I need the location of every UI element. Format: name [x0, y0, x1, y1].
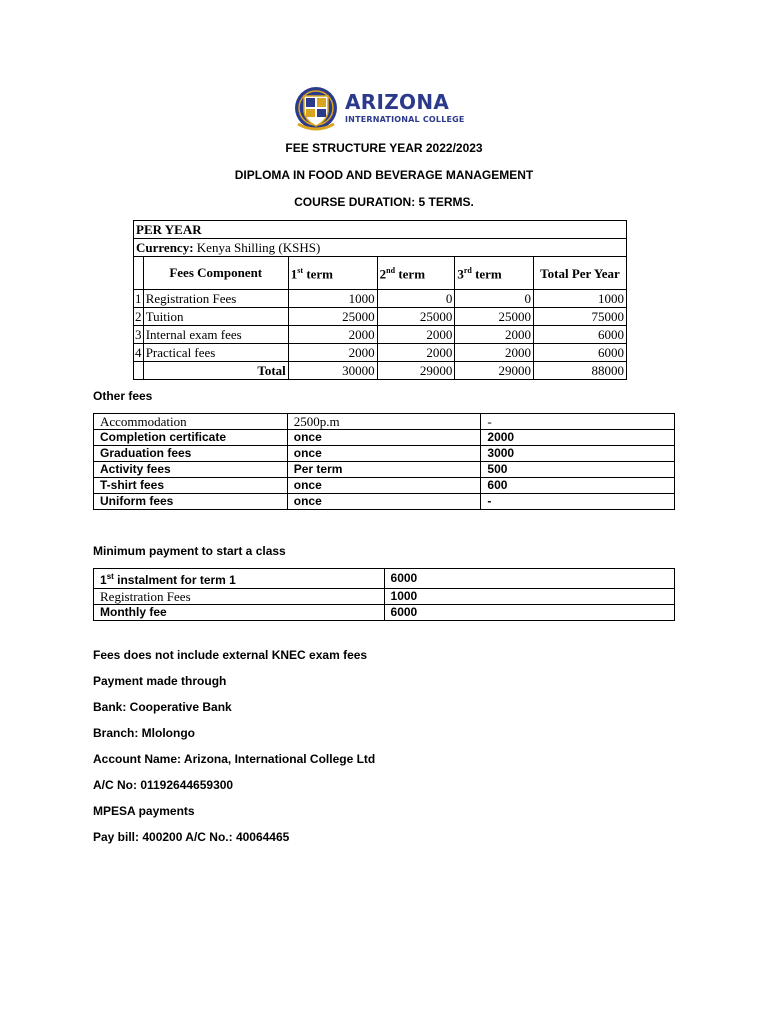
other-fees-title: Other fees — [93, 389, 153, 403]
table-row: Registration Fees 1000 — [94, 589, 675, 605]
total-label: Total — [143, 362, 288, 380]
table-row: 1st instalment for term 1 6000 — [94, 569, 675, 589]
account-name: Account Name: Arizona, International College Ltd — [93, 752, 376, 766]
minimum-payment-table — [93, 568, 675, 621]
currency-label: Currency: — [136, 239, 194, 255]
table-row: 1 Registration Fees 1000 0 0 1000 — [134, 290, 627, 308]
course-title: DIPLOMA IN FOOD AND BEVERAGE MANAGEMENT — [234, 168, 534, 182]
header-term2: 2nd term — [377, 257, 455, 290]
table-row: 3 Internal exam fees 2000 2000 2000 6000 — [134, 326, 627, 344]
total-row: Total 30000 29000 29000 88000 — [134, 362, 627, 380]
knec-note: Fees does not include external KNEC exam fees — [93, 648, 368, 662]
college-logo — [292, 86, 472, 132]
per-year-label: PER YEAR — [134, 221, 627, 239]
table-row: Activity fees Per term 500 — [94, 462, 675, 478]
bank-name: Bank: Cooperative Bank — [93, 700, 232, 714]
branch-name: Branch: Mlolongo — [93, 726, 195, 740]
table-row: Completion certificate once 2000 — [94, 430, 675, 446]
table-row: Graduation fees once 3000 — [94, 446, 675, 462]
currency-row — [134, 239, 627, 257]
header-total: Total Per Year — [533, 257, 626, 290]
college-subtitle: INTERNATIONAL COLLEGE — [345, 115, 465, 124]
header-term3: 3rd term — [455, 257, 534, 290]
header-component: Fees Component — [143, 257, 288, 290]
header-term1: 1st term — [288, 257, 377, 290]
course-duration: COURSE DURATION: 5 TERMS. — [294, 195, 474, 209]
paybill-info: Pay bill: 400200 A/C No.: 40064465 — [93, 830, 290, 844]
fee-table — [133, 220, 627, 380]
table-row: 4 Practical fees 2000 2000 2000 6000 — [134, 344, 627, 362]
account-number: A/C No: 01192644659300 — [93, 778, 234, 792]
table-row: Uniform fees once - — [94, 494, 675, 510]
mpesa-label: MPESA payments — [93, 804, 195, 818]
currency-value: Kenya Shilling (KSHS) — [196, 239, 321, 255]
table-row: Monthly fee 6000 — [94, 605, 675, 621]
table-header-row — [134, 257, 627, 290]
table-row: 2 Tuition 25000 25000 25000 75000 — [134, 308, 627, 326]
crest-icon — [292, 86, 340, 132]
fee-structure-title: FEE STRUCTURE YEAR 2022/2023 — [285, 141, 483, 155]
minimum-payment-title: Minimum payment to start a class — [93, 544, 286, 558]
per-year-row — [134, 221, 627, 239]
other-fees-table — [93, 413, 675, 510]
payment-made-through: Payment made through — [93, 674, 227, 688]
table-row: Accommodation 2500p.m - — [94, 414, 675, 430]
college-name: ARIZONA — [345, 90, 450, 114]
table-row: T-shirt fees once 600 — [94, 478, 675, 494]
